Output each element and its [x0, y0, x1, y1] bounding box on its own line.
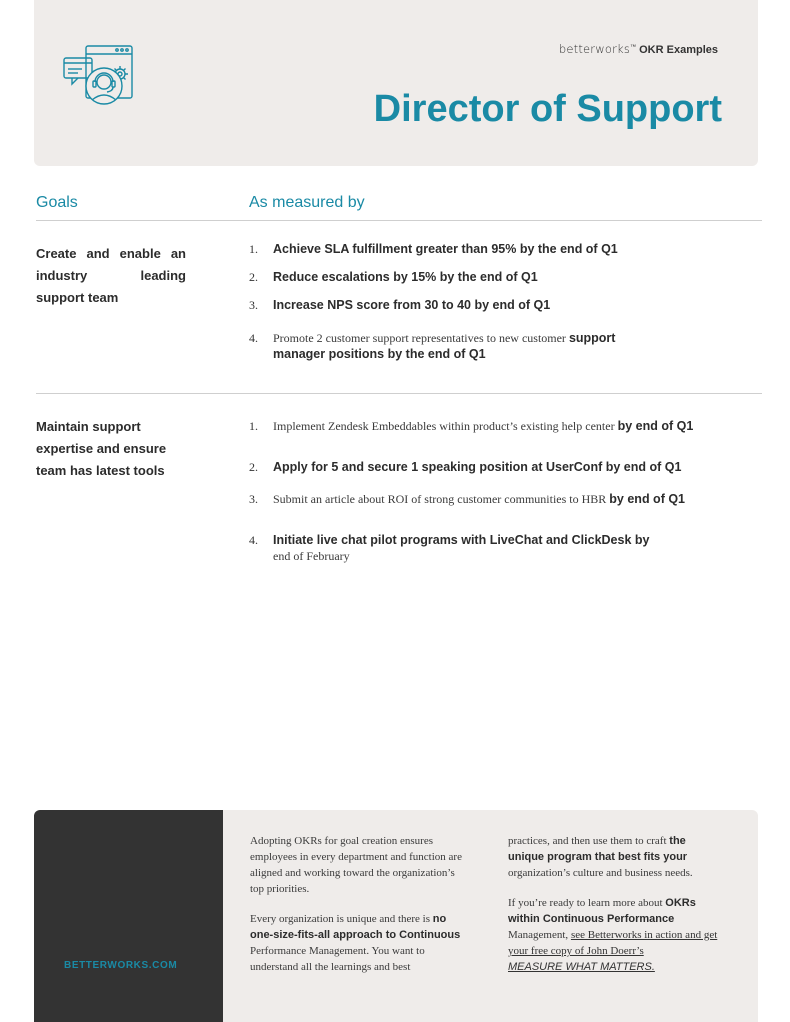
key-result-number: 2.	[249, 270, 258, 284]
key-result-text: Submit an article about ROI of strong customer communities to HBR	[273, 492, 610, 506]
goal-title: Create and enable an industry leading support team	[36, 246, 186, 305]
footer-dark-panel	[34, 810, 223, 1022]
key-result-text: Increase NPS score from 30 to 40 by end of Q1	[273, 298, 551, 312]
key-result	[249, 491, 699, 507]
footer-text: organization’s culture and business needs.	[508, 867, 693, 879]
key-result-number: 1.	[249, 242, 258, 256]
footer-column-right	[508, 833, 723, 989]
goal-title: Maintain support expertise and ensure team has latest tools	[36, 419, 167, 478]
divider	[36, 393, 762, 394]
betterworks-demo-link[interactable]: see Betterworks in action and get your free copy of John Doerr’s	[508, 929, 718, 957]
divider	[36, 220, 762, 221]
footer-text: If you’re ready to learn more about	[508, 897, 666, 909]
footer-text: Performance Management. You want to understand all the learnings and best	[250, 945, 425, 973]
key-result	[249, 459, 729, 475]
key-result-text: Reduce escalations by 15% by the end of Q1	[273, 270, 538, 284]
support-agent-icon	[62, 44, 136, 108]
website-link[interactable]: BETTERWORKS.COM	[64, 960, 178, 971]
key-result	[249, 269, 709, 285]
key-result	[249, 297, 709, 313]
key-result-text: Promote 2 customer support representatives to new customer	[273, 331, 569, 345]
footer-text-bold: OKRs within Continuous Performance	[508, 897, 696, 925]
footer-text-bold: the unique program that best fits your	[508, 835, 688, 863]
key-result-number: 3.	[249, 492, 258, 506]
page-title: Director of Support	[373, 88, 722, 130]
measured-column-heading: As measured by	[249, 194, 365, 211]
key-result-number: 4.	[249, 331, 258, 345]
key-result-text: Initiate live chat pilot programs with LiveChat and ClickDesk by	[273, 533, 650, 547]
key-result-number: 2.	[249, 460, 258, 474]
footer-paragraph: Adopting OKRs for goal creation ensures employees in every department and function are aligned and working toward the organization’s top priorities.	[250, 835, 462, 895]
key-result	[249, 532, 669, 564]
key-result-text: Apply for 5 and secure 1 speaking position at UserConf by end of Q1	[273, 460, 682, 474]
footer-text: practices, and then use them to craft	[508, 835, 670, 847]
footer-text: Every organization is unique and there is	[250, 913, 433, 925]
key-result	[249, 330, 669, 362]
goals-column-heading: Goals	[36, 194, 78, 211]
footer-column-left	[250, 833, 470, 989]
book-title-link[interactable]: MEASURE WHAT MATTERS.	[508, 961, 655, 973]
key-result-text-serif: end of February	[273, 549, 350, 563]
footer-text-bold: no one-size-fits-all approach to Continuous	[250, 913, 461, 941]
key-result-text-bold: support manager positions by the end of Q1	[273, 331, 616, 361]
key-result-number: 3.	[249, 298, 258, 312]
brand-suffix: OKR Examples	[639, 44, 718, 56]
key-result-text-bold: by end of Q1	[617, 419, 694, 433]
key-result-number: 4.	[249, 533, 258, 547]
footer-text: Management,	[508, 929, 571, 941]
key-result	[249, 241, 709, 257]
key-result-text-bold: by end of Q1	[609, 492, 685, 506]
key-result	[249, 418, 699, 434]
key-result-text: Implement Zendesk Embeddables within product’s existing help center	[273, 419, 618, 433]
brand-trademark: ™	[630, 44, 637, 51]
header-banner	[34, 0, 758, 166]
key-result-text: Achieve SLA fulfillment greater than 95% by the end of Q1	[273, 242, 618, 256]
key-result-number: 1.	[249, 419, 258, 433]
brand-line	[559, 42, 718, 56]
footer-info-panel	[223, 810, 758, 1022]
brand-logo: betterworks	[558, 42, 631, 56]
